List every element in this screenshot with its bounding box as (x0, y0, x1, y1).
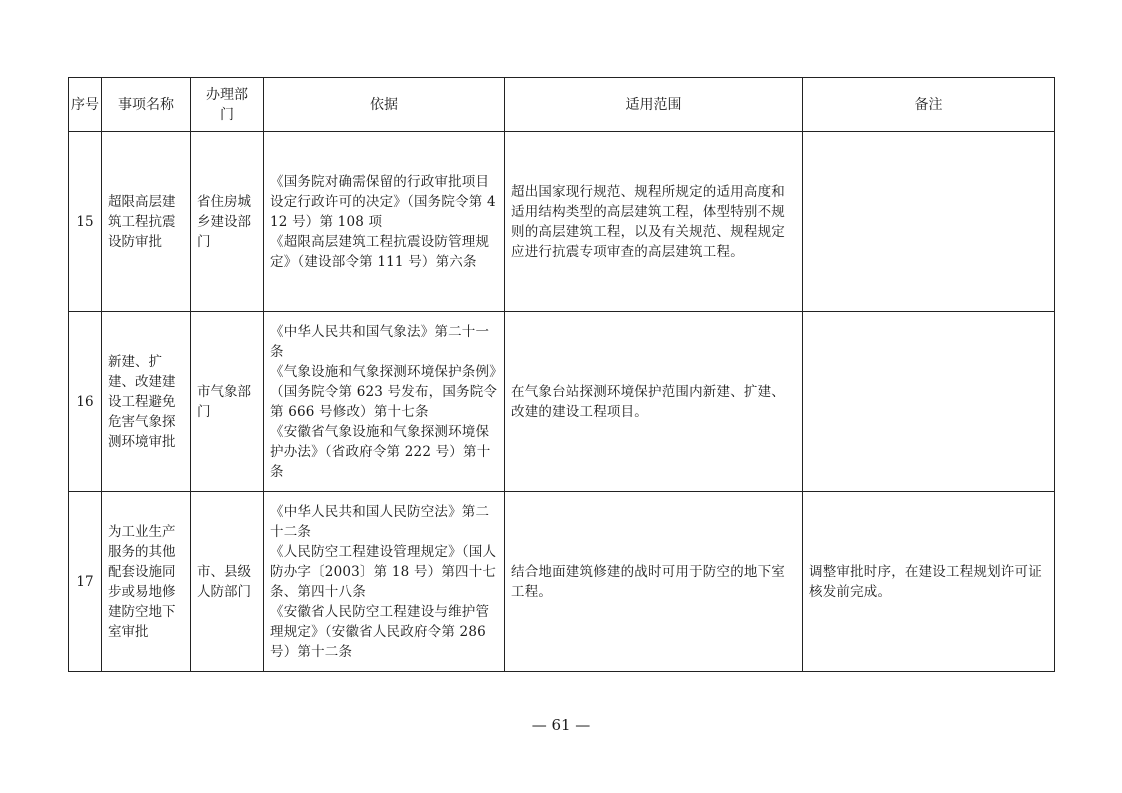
basis-line: 《安徽省人民防空工程建设与维护管理规定》（安徽省人民政府令第 286 号）第十二条 (270, 603, 490, 660)
header-scope: 适用范围 (505, 78, 803, 132)
item-dept: 市气象部门 (191, 312, 264, 492)
item-name: 为工业生产服务的其他配套设施同步或易地修建防空地下室审批 (102, 492, 191, 672)
row-number: 15 (69, 132, 102, 312)
row-number: 17 (69, 492, 102, 672)
basis-line: 《中华人民共和国人民防空法》第二十二条 (270, 503, 490, 540)
basis-line: 《气象设施和气象探测环境保护条例》（国务院令第 623 号发布，国务院令第 666 号修改）第十七条 (270, 363, 498, 420)
basis-line: 《人民防空工程建设管理规定》（国人防办字〔2003〕第 18 号）第四十七条、第四十八条 (270, 543, 497, 600)
header-name: 事项名称 (102, 78, 191, 132)
item-basis (264, 132, 505, 312)
item-dept: 市、县级人防部门 (191, 492, 264, 672)
row-number: 16 (69, 312, 102, 492)
item-basis (264, 312, 505, 492)
item-dept: 省住房城乡建设部门 (191, 132, 264, 312)
table-row (69, 312, 1055, 492)
item-name: 超限高层建筑工程抗震设防审批 (102, 132, 191, 312)
header-dept: 办理部门 (191, 78, 264, 132)
header-no: 序号 (69, 78, 102, 132)
basis-line: 《国务院对确需保留的行政审批项目设定行政许可的决定》（国务院令第 412 号）第 108 项 (270, 173, 496, 230)
items-table (68, 77, 1055, 672)
basis-line: 《中华人民共和国气象法》第二十一条 (270, 323, 490, 360)
item-scope: 在气象台站探测环境保护范围内新建、扩建、改建的建设工程项目。 (505, 312, 803, 492)
table-row (69, 132, 1055, 312)
header-row (69, 78, 1055, 132)
header-note: 备注 (803, 78, 1055, 132)
table-row (69, 492, 1055, 672)
basis-line: 《超限高层建筑工程抗震设防管理规定》（建设部令第 111 号）第六条 (270, 233, 490, 270)
item-scope: 结合地面建筑修建的战时可用于防空的地下室工程。 (505, 492, 803, 672)
basis-line: 《安徽省气象设施和气象探测环境保护办法》（省政府令第 222 号）第十条 (270, 423, 491, 480)
item-note (803, 132, 1055, 312)
page-number: — 61 — (531, 716, 591, 734)
item-name: 新建、扩建、改建建设工程避免危害气象探测环境审批 (102, 312, 191, 492)
item-scope: 超出国家现行规范、规程所规定的适用高度和适用结构类型的高层建筑工程，体型特别不规则的高层建筑工程，以及有关规范、规程规定应进行抗震专项审查的高层建筑工程。 (505, 132, 803, 312)
header-basis: 依据 (264, 78, 505, 132)
item-note: 调整审批时序，在建设工程规划许可证核发前完成。 (803, 492, 1055, 672)
item-basis (264, 492, 505, 672)
item-note (803, 312, 1055, 492)
